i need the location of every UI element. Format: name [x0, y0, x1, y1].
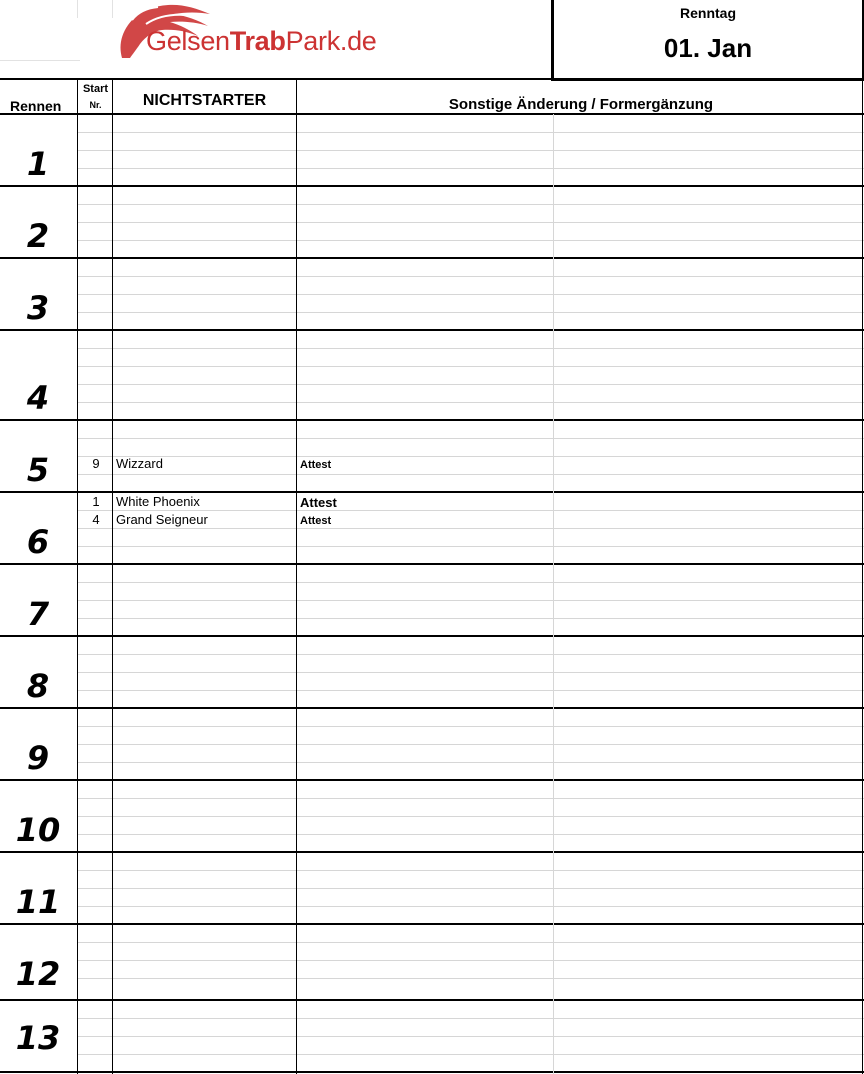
row-subline — [78, 456, 864, 457]
row-subline — [78, 816, 864, 817]
row-subline — [78, 672, 864, 673]
race-separator — [0, 563, 864, 565]
race-separator — [0, 257, 864, 259]
row-subline — [78, 960, 864, 961]
gelsentrabpark-logo — [112, 0, 412, 66]
race-number: 6 — [26, 523, 50, 561]
race-separator — [0, 923, 864, 925]
horse-name: Wizzard — [116, 456, 163, 471]
row-subline — [78, 276, 864, 277]
race-number: 10 — [15, 811, 61, 849]
start-number: 9 — [92, 456, 100, 471]
race-number: 8 — [26, 667, 50, 705]
race-number: 12 — [15, 955, 61, 993]
race-number: 4 — [26, 379, 50, 417]
header-nichtstarter: NICHTSTARTER — [142, 92, 267, 109]
right-border — [862, 0, 863, 1074]
row-subline — [78, 222, 864, 223]
row-subline — [78, 726, 864, 727]
row-subline — [78, 366, 864, 367]
row-subline — [78, 1054, 864, 1055]
row-subline — [78, 1036, 864, 1037]
row-subline — [78, 546, 864, 547]
race-number: 5 — [26, 451, 50, 489]
header-faint-line — [0, 60, 80, 61]
renntag-box — [551, 0, 864, 81]
row-subline — [78, 654, 864, 655]
header-faint-line — [77, 0, 78, 18]
renntag-date: 01. Jan — [663, 33, 753, 63]
logo-text: GelsenTrabPark.de — [146, 26, 377, 56]
header-nr: Nr. — [89, 100, 102, 110]
change-note: Attest — [300, 495, 337, 510]
header-start: Start — [82, 83, 109, 95]
race-separator — [0, 707, 864, 709]
row-subline — [78, 690, 864, 691]
header-faint-line — [112, 0, 113, 18]
race-number: 7 — [26, 595, 50, 633]
header-rennen: Rennen — [10, 98, 62, 114]
race-number: 13 — [15, 1019, 61, 1057]
race-separator — [0, 999, 864, 1001]
row-subline — [78, 978, 864, 979]
start-number: 1 — [92, 494, 100, 509]
race-number: 11 — [15, 883, 61, 921]
header-bottom-border — [0, 113, 864, 115]
row-subline — [78, 528, 864, 529]
col-line-startnr — [112, 78, 113, 1074]
start-number: 4 — [92, 512, 100, 527]
row-subline — [78, 132, 864, 133]
race-number: 3 — [26, 289, 50, 327]
change-note: Attest — [300, 459, 332, 471]
race-number: 2 — [26, 217, 50, 255]
change-note: Attest — [300, 515, 332, 527]
row-subline — [78, 294, 864, 295]
col-line-rennen — [77, 78, 78, 1074]
row-subline — [78, 474, 864, 475]
horse-name: White Phoenix — [116, 494, 200, 509]
race-separator — [0, 779, 864, 781]
col-line-notes — [553, 114, 554, 1074]
row-subline — [78, 150, 864, 151]
race-separator — [0, 419, 864, 421]
table-top-border — [0, 78, 864, 80]
header-sonstige: Sonstige Änderung / Formergänzung — [448, 96, 714, 113]
race-separator — [0, 185, 864, 187]
row-subline — [78, 168, 864, 169]
row-subline — [78, 600, 864, 601]
row-subline — [78, 582, 864, 583]
race-separator — [0, 851, 864, 853]
row-subline — [78, 942, 864, 943]
row-subline — [78, 618, 864, 619]
row-subline — [78, 240, 864, 241]
row-subline — [78, 870, 864, 871]
race-separator — [0, 635, 864, 637]
race-separator — [0, 1071, 864, 1073]
race-separator — [0, 329, 864, 331]
row-subline — [78, 384, 864, 385]
row-subline — [78, 312, 864, 313]
row-subline — [78, 402, 864, 403]
row-subline — [78, 834, 864, 835]
row-subline — [78, 510, 864, 511]
race-separator — [0, 491, 864, 493]
col-line-nichtstarter — [296, 78, 297, 1074]
horse-name: Grand Seigneur — [116, 512, 208, 527]
row-subline — [78, 348, 864, 349]
row-subline — [78, 1018, 864, 1019]
row-subline — [78, 438, 864, 439]
race-number: 9 — [26, 739, 50, 777]
row-subline — [78, 906, 864, 907]
renntag-label: Renntag — [680, 5, 736, 21]
row-subline — [78, 798, 864, 799]
race-number: 1 — [26, 145, 50, 183]
row-subline — [78, 762, 864, 763]
row-subline — [78, 204, 864, 205]
row-subline — [78, 888, 864, 889]
row-subline — [78, 744, 864, 745]
